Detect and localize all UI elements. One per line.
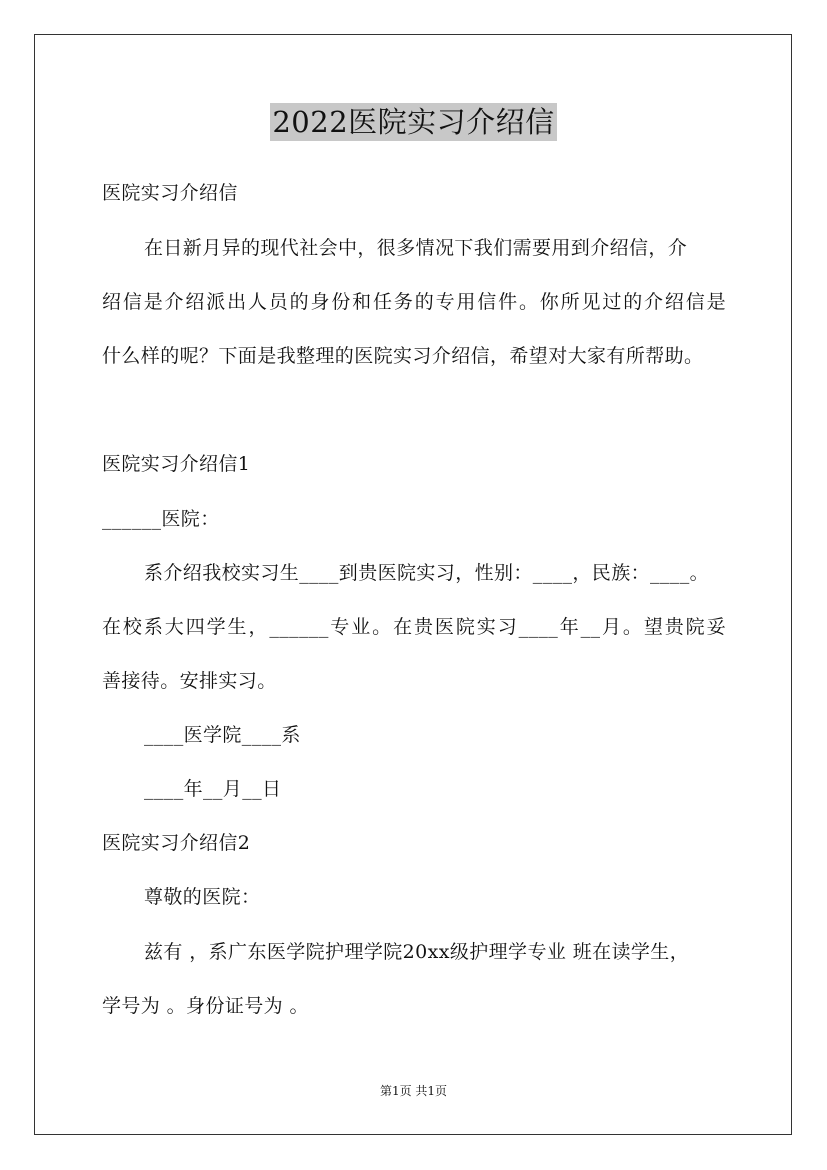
letter2-body-line: 学号为 。身份证号为 。 — [102, 995, 309, 1017]
letter1-heading: 医院实习介绍信1 — [102, 453, 251, 475]
paragraph-line: 在日新月异的现代社会中，很多情况下我们需要用到介绍信，介 — [144, 237, 688, 259]
title-container — [0, 103, 827, 141]
letter1-date: ____年__月__日 — [144, 778, 282, 800]
letter1-body-line: 系介绍我校实习生____到贵医院实习，性别：____，民族：____。 — [144, 562, 710, 584]
document-title: 2022医院实习介绍信 — [272, 105, 555, 139]
paragraph-line: 绍信是介绍派出人员的身份和任务的专用信件。你所见过的介绍信是 — [102, 291, 726, 313]
page-footer: 第1页 共1页 — [379, 1084, 448, 1098]
letter2-body-line: 兹有 ，系广东医学院护理学院20xx级护理学专业 班在读学生， — [144, 941, 690, 963]
letter2-heading: 医院实习介绍信2 — [102, 832, 251, 854]
section-heading: 医院实习介绍信 — [102, 182, 238, 204]
letter1-body-line: 善接待。安排实习。 — [102, 670, 277, 692]
paragraph-line: 什么样的呢？下面是我整理的医院实习介绍信，希望对大家有所帮助。 — [102, 345, 704, 367]
letter1-signature: ____医学院____系 — [144, 724, 301, 746]
letter1-body-line: 在校系大四学生，______专业。在贵医院实习____年__月。望贵院妥 — [102, 616, 726, 638]
letter1-salutation: ______医院： — [102, 508, 220, 530]
letter2-salutation: 尊敬的医院： — [144, 886, 261, 908]
